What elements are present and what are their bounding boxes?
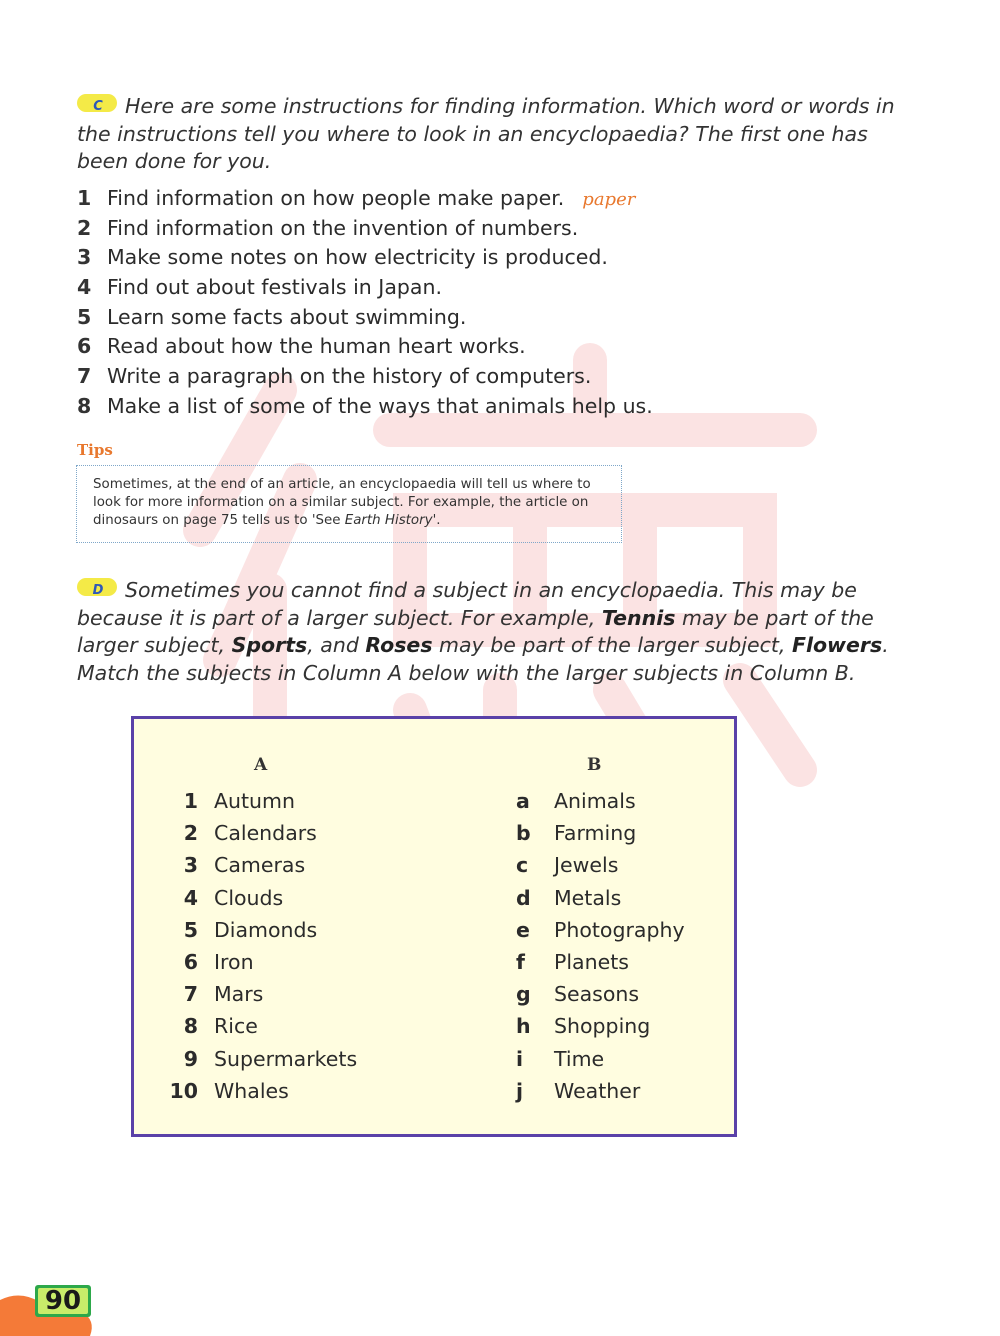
column-a-header: A <box>254 755 268 775</box>
question-item <box>77 214 777 244</box>
question-text: Read about how the human heart works. <box>107 334 526 359</box>
term-sports: Sports <box>231 633 308 657</box>
column-b-item <box>516 882 736 914</box>
column-b-item <box>516 1010 736 1042</box>
question-text: Find information on how people make paper. <box>107 186 565 210</box>
section-d-instruction: D Sometimes you cannot find a subject in an encyclopaedia. This may be because it is part of a larger subject. For example, Tennis may be part of the larger subject, Sports, and Roses may be part of the larger subject, Flowers. Match the subjects in Column A below with the larger subjects in Column B. <box>77 578 889 685</box>
question-item <box>77 362 777 392</box>
column-a-item <box>164 978 424 1010</box>
question-text: Find information on the invention of numbers. <box>107 215 579 240</box>
section-d-badge: D <box>77 578 117 596</box>
column-a-text: Autumn <box>214 789 296 813</box>
column-b-letter: h <box>516 1014 531 1039</box>
column-a-text: Diamonds <box>214 917 318 942</box>
column-b-item <box>516 1075 736 1107</box>
column-b-item <box>516 849 736 881</box>
question-item <box>77 184 777 214</box>
tips-box: Sometimes, at the end of an article, an encyclopaedia will tell us where to look for more information on a similar subject. For example, the article on dinosaurs on page 75 tells us to 'See Earth History'. <box>76 465 622 543</box>
column-b-text: Metals <box>554 885 622 910</box>
question-item <box>77 243 777 273</box>
page-number: 90 <box>44 1286 82 1316</box>
column-a-text: Supermarkets <box>214 1046 358 1071</box>
column-b-letter: a <box>516 789 530 813</box>
question-item <box>77 303 777 333</box>
question-number: 5 <box>77 304 92 329</box>
tips-label: Tips <box>77 441 113 459</box>
column-b-text: Shopping <box>554 1014 651 1039</box>
column-a-number: 6 <box>183 949 198 974</box>
column-b-text: Farming <box>554 821 637 846</box>
tips-text: Sometimes, at the end of an article, an encyclopaedia will tell us where to look for more information on a similar subject. For example, the article on dinosaurs on page 75 tells us to 'See <box>93 477 591 528</box>
question-text: Find out about festivals in Japan. <box>107 275 442 300</box>
column-a-text: Calendars <box>214 821 317 846</box>
column-a-number: 8 <box>183 1014 198 1039</box>
question-number: 6 <box>77 334 92 359</box>
section-c-badge: C <box>77 94 117 112</box>
column-a-number: 9 <box>183 1046 198 1071</box>
column-a-text: Mars <box>214 982 264 1007</box>
column-a-number: 3 <box>183 853 198 878</box>
column-b-item <box>516 946 736 978</box>
column-a-text: Whales <box>214 1078 289 1103</box>
column-b-text: Animals <box>554 789 636 813</box>
column-a-number: 1 <box>183 789 198 813</box>
question-number: 2 <box>77 215 92 240</box>
column-a-item <box>164 1075 424 1107</box>
question-item <box>77 273 777 303</box>
term-flowers: Flowers <box>791 633 883 657</box>
column-a-item <box>164 946 424 978</box>
column-b-item <box>516 817 736 849</box>
question-text: Make a list of some of the ways that animals help us. <box>107 393 653 418</box>
question-number: 8 <box>77 393 92 418</box>
column-b-item <box>516 978 736 1010</box>
column-a-item <box>164 817 424 849</box>
column-b-letter: j <box>516 1078 524 1103</box>
question-item <box>77 332 777 362</box>
question-number: 7 <box>77 364 92 389</box>
column-b-letter: i <box>516 1046 524 1071</box>
column-a-number: 4 <box>183 885 198 910</box>
question-text: Make some notes on how electricity is produced. <box>107 245 608 270</box>
column-a-number: 2 <box>183 821 198 846</box>
column-a-number: 7 <box>183 982 198 1007</box>
column-b-text: Time <box>554 1046 605 1071</box>
page-number-badge <box>35 1285 91 1317</box>
question-number: 3 <box>77 245 92 270</box>
column-b-letter: b <box>516 821 531 846</box>
column-b-header: B <box>587 755 602 775</box>
column-a-text: Clouds <box>214 885 284 910</box>
column-a-item <box>164 849 424 881</box>
column-b-text: Photography <box>554 917 685 942</box>
column-b <box>516 785 736 1107</box>
column-b-letter: e <box>516 917 530 942</box>
tips-italic-text: Earth History <box>344 513 433 528</box>
column-b-item <box>516 914 736 946</box>
question-number: 1 <box>77 186 92 210</box>
column-b-letter: g <box>516 982 531 1007</box>
question-list <box>77 184 777 422</box>
term-roses: Roses <box>365 633 433 657</box>
column-a-item <box>164 1010 424 1042</box>
column-a-item <box>164 1043 424 1075</box>
column-a-item <box>164 914 424 946</box>
column-b-item <box>516 785 736 817</box>
example-answer: paper <box>582 189 636 210</box>
question-text: Write a paragraph on the history of computers. <box>107 364 592 389</box>
column-a <box>164 785 424 1107</box>
column-b-text: Jewels <box>554 853 619 878</box>
question-item <box>77 392 777 422</box>
term-tennis: Tennis <box>601 605 676 630</box>
column-a-text: Rice <box>214 1014 258 1039</box>
column-b-text: Weather <box>554 1078 641 1103</box>
column-a-number: 5 <box>183 917 198 942</box>
column-b-letter: f <box>516 949 525 974</box>
column-b-text: Seasons <box>554 982 640 1007</box>
question-text: Learn some facts about swimming. <box>107 304 467 329</box>
column-b-letter: c <box>516 853 529 878</box>
question-number: 4 <box>77 275 92 300</box>
column-a-text: Cameras <box>214 853 306 878</box>
section-c-instruction: C Here are some instructions for finding information. Which word or words in the instructions tell you where to look in an encyclopaedia? The first one has been done for you. <box>77 94 895 173</box>
column-a-number: 10 <box>169 1078 198 1103</box>
column-b-text: Planets <box>554 949 629 974</box>
matching-table <box>131 716 737 1137</box>
column-a-item <box>164 882 424 914</box>
column-a-item <box>164 785 424 817</box>
column-b-item <box>516 1043 736 1075</box>
column-a-text: Iron <box>214 949 254 974</box>
column-b-letter: d <box>516 885 531 910</box>
